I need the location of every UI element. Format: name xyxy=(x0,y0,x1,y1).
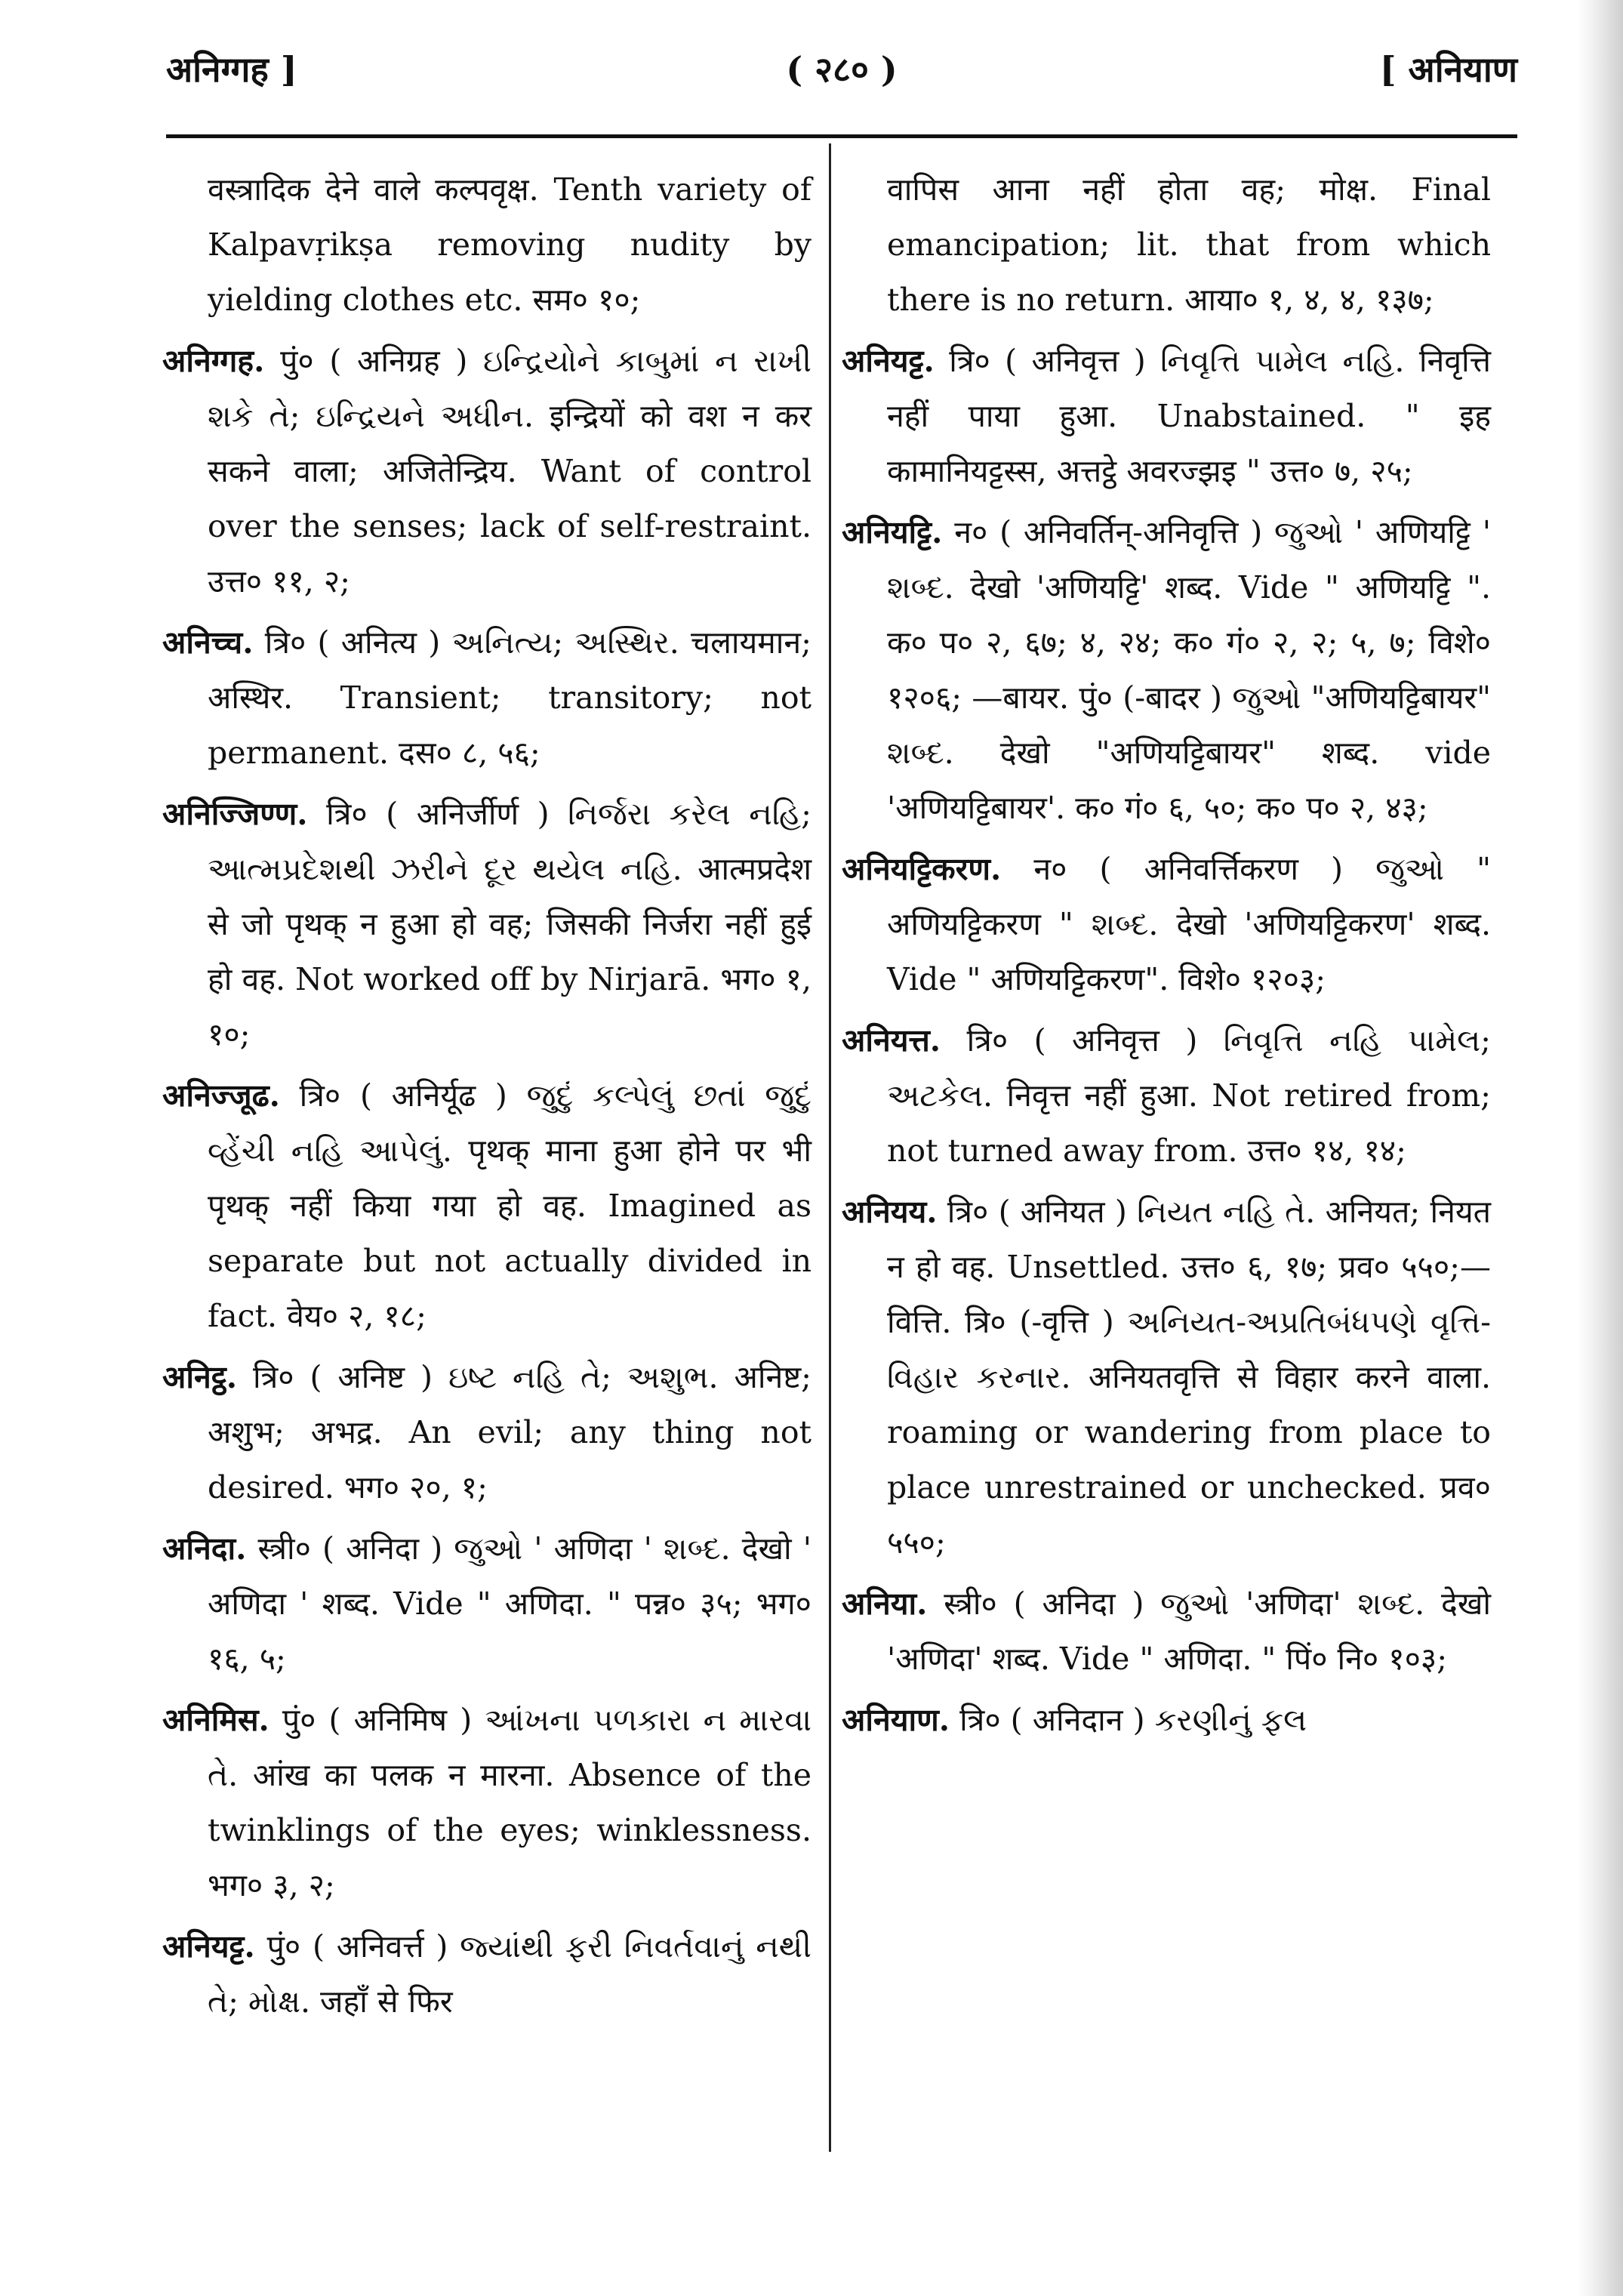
entry-definition: त्रि० ( अनित्य ) અનિત્ય; અસ્થિર. चलायमान; अस्थिर. Transient; transitory; not permanent. दस० ८, ५६; xyxy=(208,624,812,771)
column-divider xyxy=(829,143,831,2152)
entry xyxy=(842,505,1491,836)
entry-headword: अनिज्जूढ. xyxy=(162,1077,280,1114)
entry-definition: स्त्री० ( अनिदा ) જુઓ 'अणिदा' શબ્દ. देखो 'अणिदा' शब्द. Vide " अणिदा. " पिं० नि० १०३; xyxy=(887,1586,1491,1677)
entry xyxy=(842,1576,1491,1687)
entry xyxy=(162,334,812,609)
entry-headword: अनियट्ट. xyxy=(162,1928,255,1965)
page-header xyxy=(166,38,1517,106)
entry xyxy=(842,842,1491,1007)
entry xyxy=(162,1521,812,1687)
right-column xyxy=(842,162,1491,1754)
entry-headword: अनिदा. xyxy=(162,1530,247,1567)
entry-definition: पुं० ( अनिमिष ) આંખના પળકારા ન મારવા તે. आंख का पलक न मारना. Absence of the twinklings of the eyes; winklessness. भग० ३, २; xyxy=(208,1702,812,1903)
entry-definition: त्रि० ( अनिर्यूढ ) જુદું કલ્પેલું છતાં જુદું વ્હેંચી નહિ આપેલું. पृथक् माना हुआ होने पर भी पृथक् नहीं किया गया हो वह. Imagined as separate but not actually divided in fact. वेय० २, १८; xyxy=(208,1077,812,1334)
entry xyxy=(842,1013,1491,1179)
entry xyxy=(842,1185,1491,1570)
entry-definition: न० ( अनिवर्तिन्-अनिवृत्ति ) જુઓ ' अणियट्टि ' શબ્દ. देखो 'अणियट्टि' शब्द. Vide " अणियट्टि ". क० प० २, ६७; ४, २४; क० गं० २, २; ५, ७; विशे० १२०६; —बायर. पुं० (-बादर ) જુઓ "अणियट्टिबायर" શબ્દ. देखो "अणियट्टिबायर" शब्द. vide 'अणियट्टिबायर'. क० गं० ६, ५०; क० प० २, ४३; xyxy=(887,514,1491,826)
entry-definition: त्रि० ( अनिष्ट ) ઇષ્ટ નહિ તે; અશુભ. अनिष्ट; अशुभ; अभद्र. An evil; any thing not desired. भग० २०, १; xyxy=(208,1359,812,1505)
page-number: ( २८० ) xyxy=(786,49,898,90)
header-left-guideword: अनिग्गह ] xyxy=(166,49,297,90)
entry-headword: अनिया. xyxy=(842,1586,928,1622)
entry-headword: अनियट्ट. xyxy=(842,343,935,379)
entry-headword: अनियट्टि. xyxy=(842,514,943,550)
entry-definition: पुं० ( अनिग्रह ) ઇન્દ્રિયોને કાબુમાં ન રાખી શકે તે; ઇન્દ્રિયને અધીન. इन्द्रियों को वश न कर सकने वाला; अजितेन्द्रिय. Want of control over the senses; lack of self-restraint. उत्त० ११, २; xyxy=(208,343,812,599)
entry-definition: पुं० ( अनिवर्त्त ) જ્યાંથી ફરી નિવર્તવાનું નથી તે; મોક્ષ. जहाँ से फिर xyxy=(208,1928,812,2020)
page-edge-shadow xyxy=(1578,0,1623,2296)
entry-continuation: वापिस आना नहीं होता वह; मोक्ष. Final emancipation; lit. that from which there is no return. आया० १, ४, ४, १३७; xyxy=(887,171,1491,318)
entry-definition: त्रि० ( अनिर्जीर्ण ) નિર્જરા કરેલ નહિ; આત્મપ્રદેશથી ઝરીને દૂર થયેલ નહિ. आत्मप्रदेश से जो पृथक् न हुआ हो वह; जिसकी निर्जरा नहीं हुई हो वह. Not worked off by Nirjarā. भग० १, १०; xyxy=(208,796,812,1052)
entry-headword: अनियय. xyxy=(842,1194,938,1230)
entry-headword: अनिट्ठ. xyxy=(162,1359,238,1395)
entry-definition: त्रि० ( अनियत ) નિયત નહિ તે. अनियत; नियत न हो वह. Unsettled. उत्त० ६, १७; प्रव० ५५०;—वित्ति. त्रि० (-वृत्ति ) અનિયત-અપ્રતિબંધપણે વૃત્તિ-વિહાર કરનાર. अनियतवृत्ति से विहार करने वाला. roaming or wandering from place to place unrestrained or unchecked. प्रव० ५५०; xyxy=(887,1194,1491,1561)
entry xyxy=(162,615,812,781)
entry-headword: अनियट्टिकरण. xyxy=(842,851,1002,887)
entry xyxy=(162,787,812,1062)
entry xyxy=(162,1350,812,1515)
left-column xyxy=(162,162,812,2036)
entry xyxy=(162,1919,812,2029)
entry-definition: त्रि० ( अनिदान ) કરણીનું ફલ xyxy=(959,1702,1307,1738)
entry-headword: अनिग्गह. xyxy=(162,343,265,379)
header-rule xyxy=(166,134,1517,138)
entry-definition: त्रि० ( अनिवृत्त ) નિવૃત્તિ પામેલ નહિ. निवृत्ति नहीं पाया हुआ. Unabstained. " इह कामानियट्टस्स, अत्तट्ठे अवरज्झइ " उत्त० ७, २५; xyxy=(887,343,1491,489)
header-right-guideword: [ अनियाण xyxy=(1379,49,1517,90)
entry xyxy=(842,1693,1491,1748)
entry xyxy=(842,334,1491,499)
entry-definition: न० ( अनिवर्त्तिकरण ) જુઓ " अणियट्टिकरण " શબ્દ. देखो 'अणियट्टिकरण' शब्द. Vide " अणियट्टिकरण". विशे० १२०३; xyxy=(887,851,1491,997)
entry-definition: स्त्री० ( अनिदा ) જુઓ ' अणिदा ' શબ્દ. देखो ' अणिदा ' शब्द. Vide " अणिदा. " पन्न० ३५; भग० १६, ५; xyxy=(208,1530,812,1677)
entry-headword: अनियाण. xyxy=(842,1702,950,1738)
entry-definition: त्रि० ( अनिवृत्त ) નિવૃત્તિ નહિ પામેલ; અટકેલ. निवृत्त नहीं हुआ. Not retired from; not turned away from. उत्त० १४, १४; xyxy=(887,1022,1491,1169)
entry-headword: अनिज्जिण्ण. xyxy=(162,796,308,832)
entry xyxy=(162,1693,812,1913)
entry-headword: अनिमिस. xyxy=(162,1702,269,1738)
entry-headword: अनिच्च. xyxy=(162,624,254,661)
entry-headword: अनियत्त. xyxy=(842,1022,941,1059)
entry xyxy=(162,1068,812,1344)
entry-continuation: वस्त्रादिक देने वाले कल्पवृक्ष. Tenth variety of Kalpavṛikṣa removing nudity by yielding clothes etc. सम० १०; xyxy=(208,171,812,318)
